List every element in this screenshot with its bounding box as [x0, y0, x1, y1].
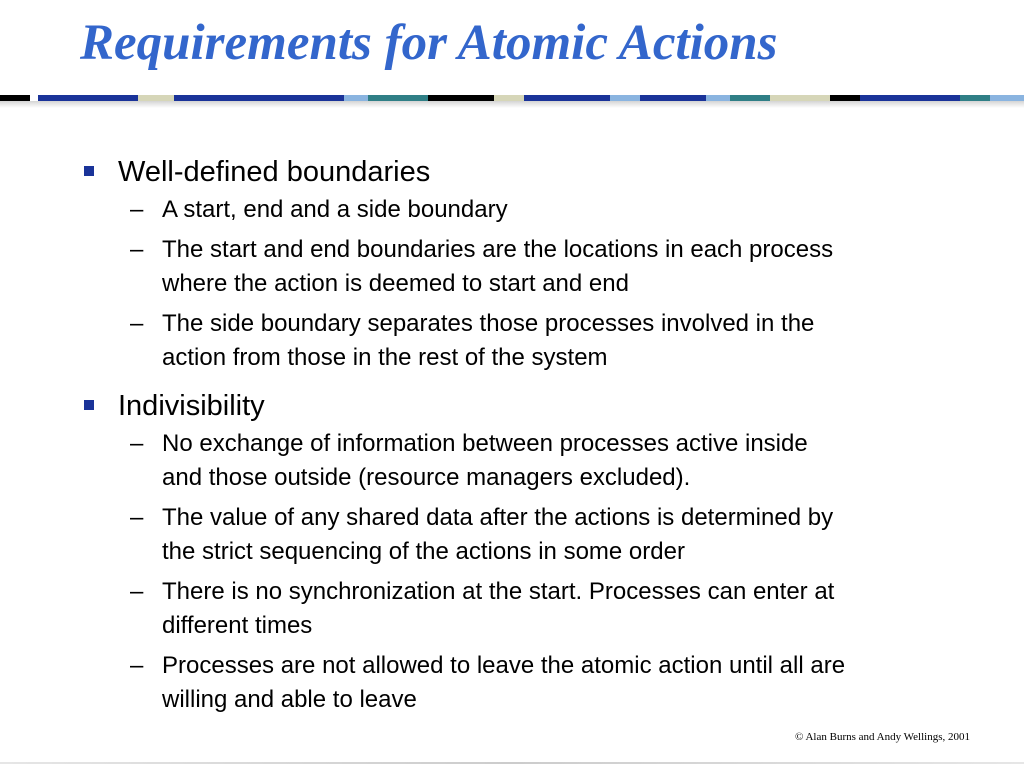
sub-bullet-text-line: The value of any shared data after the actions is determined by — [162, 504, 834, 531]
sub-bullet-item — [84, 501, 984, 569]
bottom-divider — [0, 762, 1024, 764]
slide-body — [84, 152, 984, 723]
sub-bullet-text: A start, end and a side boundary — [162, 196, 508, 223]
sub-bullet-item — [84, 307, 984, 375]
dash-bullet-icon: – — [130, 504, 144, 531]
sub-bullet-text-line: the strict sequencing of the actions in some order — [162, 538, 685, 565]
bullet-item — [84, 386, 984, 426]
square-bullet-icon — [84, 400, 94, 410]
decorative-stripe — [0, 90, 1024, 108]
sub-bullet-item — [84, 427, 984, 495]
sub-bullet-text-line: The side boundary separates those processes involved in the — [162, 310, 815, 337]
sub-bullet-text-line: action from those in the rest of the system — [162, 344, 608, 371]
dash-bullet-icon: – — [130, 578, 144, 605]
bullet-text: Well-defined boundaries — [118, 156, 431, 188]
sub-bullet-text-line: The start and end boundaries are the locations in each process — [162, 236, 834, 263]
dash-bullet-icon: – — [130, 196, 144, 223]
sub-bullet-item — [84, 193, 984, 227]
sub-bullet-text-line: different times — [162, 612, 313, 639]
dash-bullet-icon: – — [130, 430, 144, 457]
bullet-item — [84, 152, 984, 192]
sub-bullet-item — [84, 575, 984, 643]
sub-bullet-item — [84, 233, 984, 301]
sub-bullet-text-line: and those outside (resource managers excluded). — [162, 464, 691, 491]
slide-title: Requirements for Atomic Actions — [80, 15, 778, 71]
dash-bullet-icon: – — [130, 236, 144, 263]
square-bullet-icon — [84, 166, 94, 176]
sub-bullet-item — [84, 649, 984, 717]
sub-bullet-text-line: willing and able to leave — [162, 686, 417, 713]
dash-bullet-icon: – — [130, 310, 144, 337]
sub-bullet-text-line: No exchange of information between processes active inside — [162, 430, 808, 457]
stripe-bar — [0, 95, 1024, 101]
sub-bullet-text-line: There is no synchronization at the start. Processes can enter at — [162, 578, 835, 605]
sub-bullet-text-line: Processes are not allowed to leave the atomic action until all are — [162, 652, 846, 679]
bullet-text: Indivisibility — [118, 390, 265, 422]
sub-bullet-text-line: where the action is deemed to start and end — [162, 270, 629, 297]
copyright-footer: © Alan Burns and Andy Wellings, 2001 — [794, 731, 970, 743]
dash-bullet-icon: – — [130, 652, 144, 679]
